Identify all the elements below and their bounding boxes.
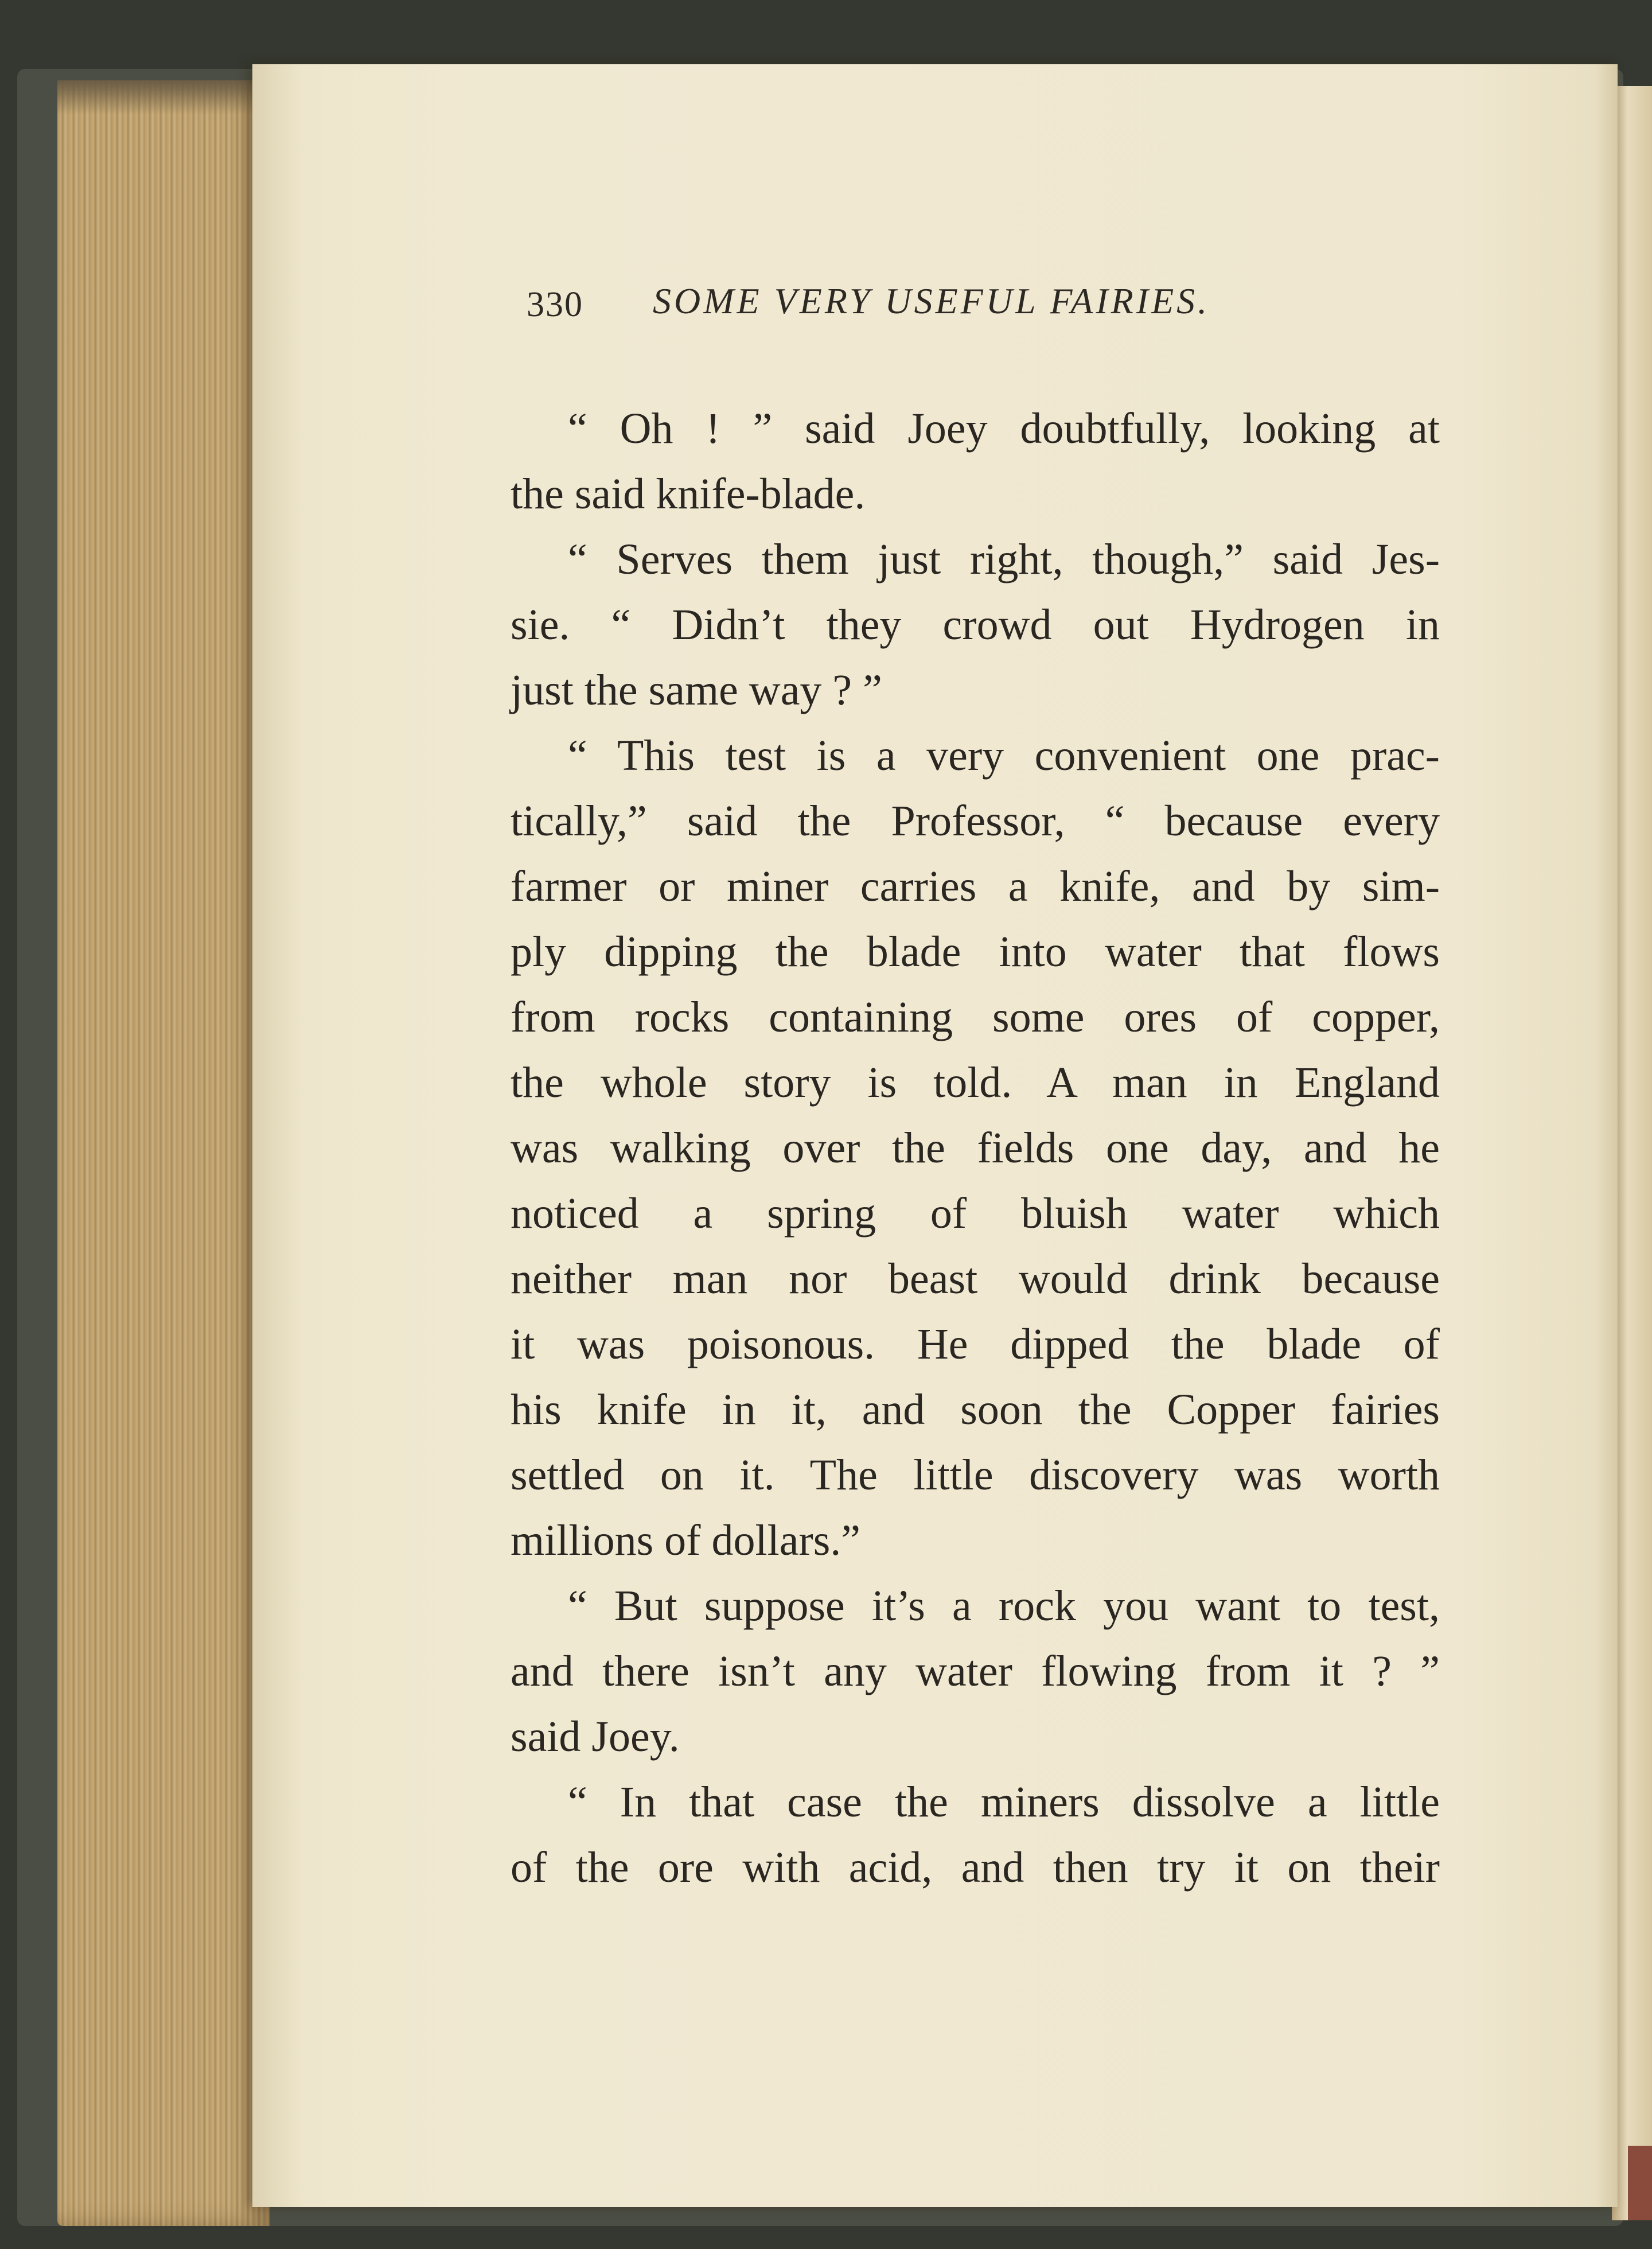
text-line: “ But suppose it’s a rock you want to test, xyxy=(568,1582,1440,1630)
text-line: from rocks containing some ores of copper, xyxy=(511,993,1440,1041)
text-line: and there isn’t any water flowing from it ? ” xyxy=(511,1647,1440,1695)
text-line: the whole story is told. A man in England xyxy=(511,1059,1440,1107)
text-line: neither man nor beast would drink because xyxy=(511,1255,1440,1303)
text-line: his knife in it, and soon the Copper fairies xyxy=(511,1386,1440,1434)
text-line: “ This test is a very convenient one prac- xyxy=(568,731,1440,780)
text-line: just the same way ? ” xyxy=(511,666,882,714)
facing-page-edge xyxy=(1612,86,1652,2220)
page-edges-shadow xyxy=(57,80,270,115)
text-line: “ Serves them just right, though,” said Jes- xyxy=(568,535,1440,583)
text-line: “ In that case the miners dissolve a little xyxy=(568,1778,1440,1826)
body-text xyxy=(511,396,1440,1900)
text-line: tically,” said the Professor, “ because every xyxy=(511,797,1440,845)
page-header xyxy=(527,280,1387,332)
facing-page-corner xyxy=(1628,2146,1652,2220)
text-line: farmer or miner carries a knife, and by sim- xyxy=(511,862,1440,911)
text-line: of the ore with acid, and then try it on their xyxy=(511,1843,1440,1892)
text-line: noticed a spring of bluish water which xyxy=(511,1189,1440,1238)
text-line: “ Oh ! ” said Joey doubtfully, looking at xyxy=(568,404,1440,453)
text-line: millions of dollars.” xyxy=(511,1516,861,1565)
text-line: settled on it. The little discovery was worth xyxy=(511,1451,1440,1499)
text-line: ply dipping the blade into water that flows xyxy=(511,928,1440,976)
text-line: sie. “ Didn’t they crowd out Hydrogen in xyxy=(511,601,1440,649)
running-head: SOME VERY USEFUL FAIRIES. xyxy=(653,281,1210,321)
page-edges xyxy=(57,80,270,2226)
page-number: 330 xyxy=(527,285,583,324)
text-line: was walking over the fields one day, and he xyxy=(511,1124,1440,1172)
text-line: it was poisonous. He dipped the blade of xyxy=(511,1320,1440,1368)
text-line: said Joey. xyxy=(511,1713,680,1761)
text-line: the said knife-blade. xyxy=(511,470,866,518)
